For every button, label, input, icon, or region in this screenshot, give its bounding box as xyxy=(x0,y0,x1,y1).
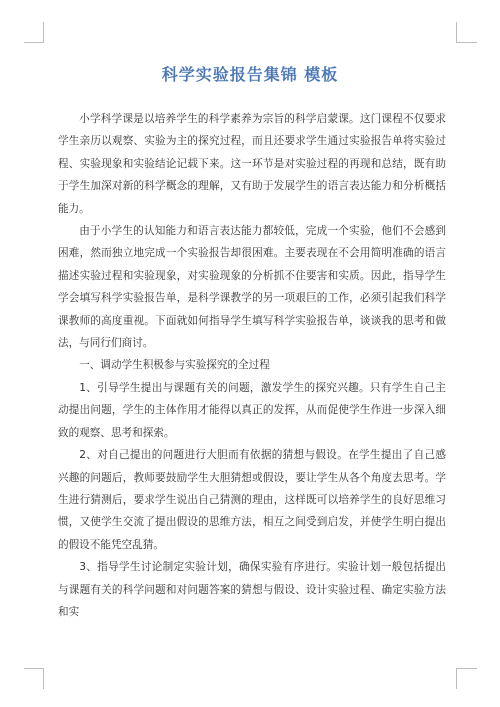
crop-mark-top-right xyxy=(456,22,457,43)
section-heading-1: 一、调动学生积极参与实验探究的全过程 xyxy=(79,359,270,372)
crop-mark-bottom-left xyxy=(24,668,44,669)
page-title: 科学实验报告集锦 模板 xyxy=(161,65,339,84)
crop-mark-top-right xyxy=(457,42,477,43)
paragraph-intro: 小学科学课是以培养学生的科学素养为宗旨的科学启蒙课。这门课程不仅要求学生亲历以观察、实验为主的探究过程，而且还要求学生通过实验报告单将实验过程、实验现象和实验结论记载下来。这一环节是对实验过程的再现和总结，既有助于学生加深对新的科学概念的理解，又有助于发展学生的语言表达能力和分析概括能力。 xyxy=(58,113,446,215)
crop-mark-top-left xyxy=(24,42,44,43)
paragraph-difficulty: 由于小学生的认知能力和语言表达能力都较低，完成一个实验，他们不会感到困难，然而独立地完成一个实验报告却很困难。主要表现在不会用简明准确的语言描述实验过程和实验现象，对实验现象的分析抓不住要害和实质。因此，指导学生学会填写科学实验报告单，是科学课教学的另一项艰巨的工作，必须引起我们科学课教师的高度重视。下面就如何指导学生填写科学实验报告单，谈谈我的思考和做法，与同行们商讨。 xyxy=(58,225,446,350)
paragraph-item-2: 2、对自己提出的问题进行大胆而有依据的猜想与假设。在学生提出了自己感兴趣的问题后，教师要鼓励学生大胆猜想或假设，要让学生从各个角度去思考。学生进行猜测后，要求学生说出自己猜测的理由，这样既可以培养学生的良好思维习惯，又使学生交流了提出假设的思维方法，相互之间受到启发，并使学生明白提出的假设不能凭空乱猜。 xyxy=(58,449,446,551)
document-body xyxy=(58,108,446,623)
crop-mark-bottom-right xyxy=(456,668,457,689)
crop-mark-bottom-left xyxy=(43,668,44,689)
paragraph-item-1: 1、引导学生提出与课题有关的问题，激发学生的探究兴趣。只有学生自己主动提出问题，学生的主体作用才能得以真正的发挥，从而促使学生作进一步深入细致的观察、思考和探索。 xyxy=(58,381,446,439)
crop-mark-bottom-right xyxy=(457,668,477,669)
crop-mark-top-left xyxy=(43,22,44,43)
paragraph-item-3: 3、指导学生讨论制定实验计划，确保实验有序进行。实验计划一般包括提出与课题有关的科学问题和对问题答案的猜想与假设、设计实验过程、确定实验方法和实 xyxy=(58,561,446,618)
